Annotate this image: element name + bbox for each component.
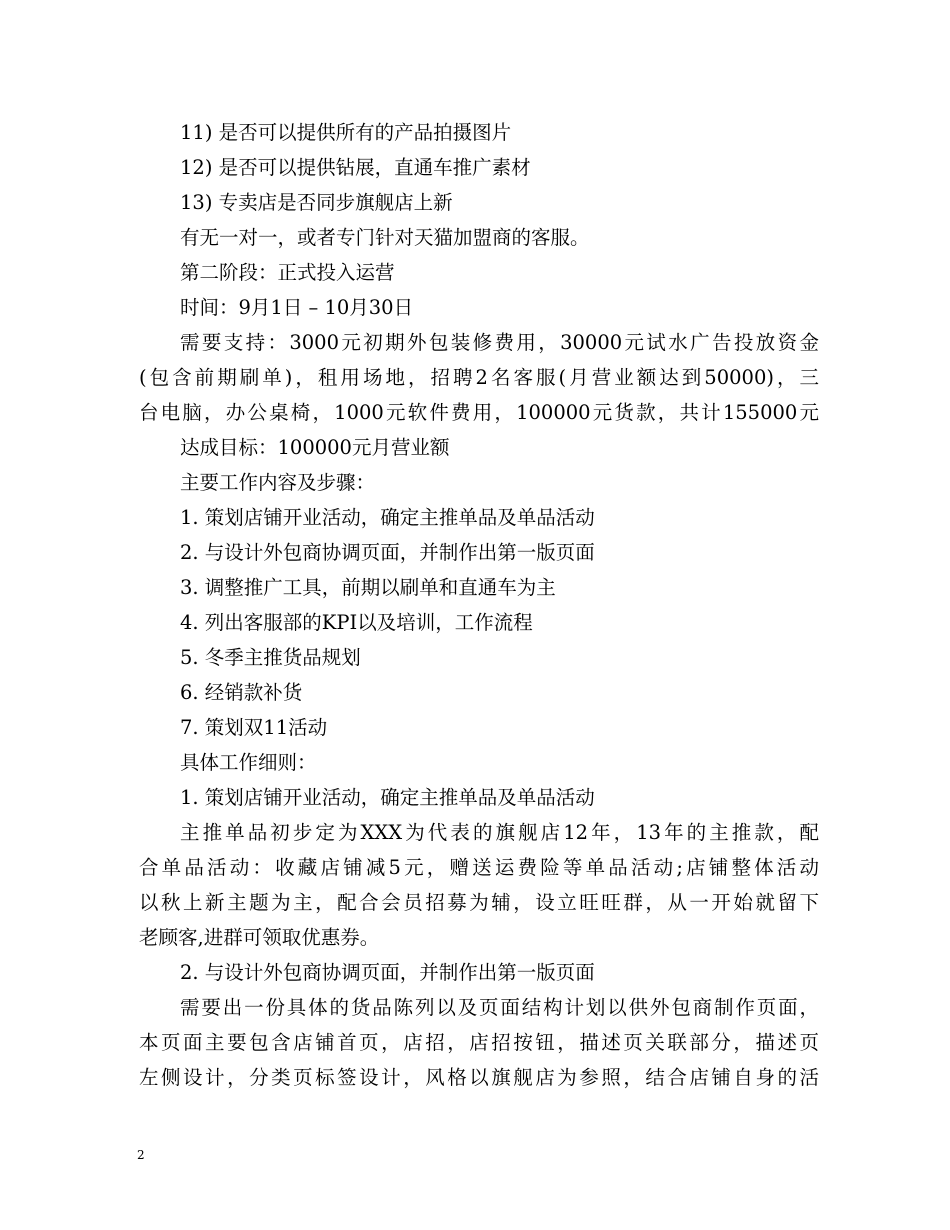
text-line: 13) 专卖店是否同步旗舰店上新 bbox=[180, 191, 453, 214]
text-line: 合单品活动：收藏店铺减5元，赠送运费险等单品活动;店铺整体活动 bbox=[139, 856, 819, 879]
text-line: 1. 策划店铺开业活动，确定主推单品及单品活动 bbox=[180, 786, 595, 809]
text-line: 5. 冬季主推货品规划 bbox=[180, 646, 361, 669]
text-line: 需要出一份具体的货品陈列以及页面结构计划以供外包商制作页面， bbox=[180, 996, 819, 1019]
text-line: 7. 策划双11活动 bbox=[180, 716, 328, 739]
text-line: 具体工作细则： bbox=[180, 751, 317, 774]
text-line: (包含前期刷单)，租用场地，招聘2名客服(月营业额达到50000)，三 bbox=[139, 366, 819, 389]
text-line: 2. 与设计外包商协调页面，并制作出第一版页面 bbox=[180, 541, 595, 564]
text-line: 1. 策划店铺开业活动，确定主推单品及单品活动 bbox=[180, 506, 595, 529]
text-line: 有无一对一，或者专门针对天猫加盟商的客服。 bbox=[180, 226, 590, 249]
text-line: 主要工作内容及步骤： bbox=[180, 471, 376, 494]
text-line: 左侧设计，分类页标签设计，风格以旗舰店为参照，结合店铺自身的活 bbox=[139, 1066, 819, 1089]
text-line: 时间：9月1日 – 10月30日 bbox=[180, 296, 414, 319]
text-line: 第二阶段：正式投入运营 bbox=[180, 261, 395, 284]
page-number: 2 bbox=[137, 1148, 145, 1162]
text-line: 12) 是否可以提供钻展，直通车推广素材 bbox=[180, 156, 531, 179]
text-line: 2. 与设计外包商协调页面，并制作出第一版页面 bbox=[180, 961, 595, 984]
text-line: 老顾客,进群可领取优惠券。 bbox=[139, 926, 380, 949]
text-line: 11) 是否可以提供所有的产品拍摄图片 bbox=[180, 121, 512, 144]
text-line: 台电脑，办公桌椅，1000元软件费用，100000元货款，共计155000元 bbox=[139, 401, 819, 424]
text-line: 以秋上新主题为主，配合会员招募为辅，设立旺旺群，从一开始就留下 bbox=[139, 891, 819, 914]
text-line: 达成目标：100000元月营业额 bbox=[180, 436, 450, 459]
text-line: 本页面主要包含店铺首页，店招，店招按钮，描述页关联部分，描述页 bbox=[139, 1031, 819, 1054]
text-line: 主推单品初步定为XXX为代表的旗舰店12年，13年的主推款，配 bbox=[180, 821, 819, 844]
document-body bbox=[139, 115, 819, 1095]
text-line: 需要支持：3000元初期外包装修费用，30000元试水广告投放资金 bbox=[180, 331, 819, 354]
text-line: 3. 调整推广工具，前期以刷单和直通车为主 bbox=[180, 576, 556, 599]
text-line: 6. 经销款补货 bbox=[180, 681, 303, 704]
text-line: 4. 列出客服部的KPI以及培训，工作流程 bbox=[180, 611, 533, 634]
